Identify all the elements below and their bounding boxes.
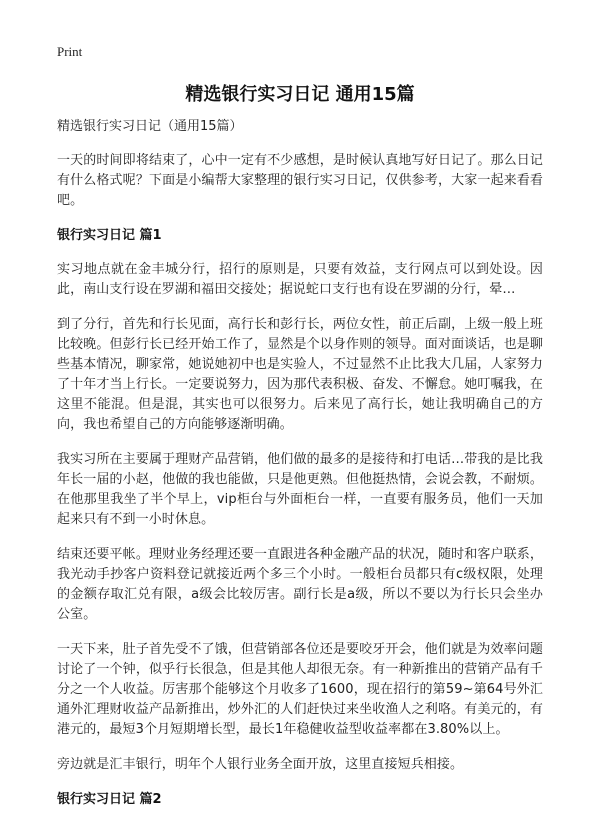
- page-title: 精选银行实习日记 通用15篇: [185, 84, 415, 105]
- document-body: [57, 117, 543, 824]
- section-1-paragraph: 一天下来，肚子首先受不了饿，但营销部各位还是要咬牙开会，他们就是为效率问题讨论了一个钟，似乎行长很急，但是其他人却很无奈。有一种新推出的营销产品有千分之一个人收益。厉害那个能够这个月收多了1600，现在招行的第59~第64号外汇通外汇理财收益产品新推出，炒外汇的人们赶快过来坐收渔人之利咯。有美元的，有港元的，最短3个月短期增长型，最长1年稳健收益型收益率都在3.80%以上。: [57, 642, 543, 737]
- section-1-paragraph: 结束还要平帐。理财业务经理还要一直跟进各种金融产品的状况，随时和客户联系，我光动手抄客户资料登记就接近两个多三个小时。一般柜台员都只有c级权限，处理的金额存取汇兑有限，a级会比较厉害。副行长是a级，所以不要以为行长只会坐办公室。: [57, 547, 543, 622]
- document-subtitle: 精选银行实习日记（通用15篇）: [57, 119, 243, 134]
- section-heading-2: 银行实习日记 篇2: [57, 792, 162, 807]
- intro-paragraph: 一天的时间即将结束了，心中一定有不少感想，是时候认真地写好日记了。那么日记有什么格式呢？下面是小编帮大家整理的银行实习日记，仅供参考，大家一起来看看吧。: [57, 153, 543, 208]
- section-1-paragraph: 旁边就是汇丰银行，明年个人银行业务全面开放，这里直接短兵相接。: [57, 757, 464, 772]
- section-1-paragraph: 到了分行，首先和行长见面，高行长和彭行长，两位女性，前正后副，上级一般上班比较晚。但彭行长已经开始工作了，显然是个以身作则的领导。面对面谈话，也是聊些基本情况，聊家常，她说她初中也是实验人，不过显然不止比我大几届，人家努力了十年才当上行长。一定要说努力，因为那代表积极、奋发、不懈怠。她叮嘱我，在这里不能混。但是混，其实也可以很努力。后来见了高行长，她让我明确自己的方向，我也希望自己的方向能够逐渐明确。: [57, 317, 543, 432]
- section-1-paragraph: 实习地点就在金丰城分行，招行的原则是，只要有效益，支行网点可以到处设。因此，南山支行设在罗湖和福田交接处；据说蛇口支行也有设在罗湖的分行，晕…: [57, 262, 543, 297]
- print-link[interactable]: Print: [57, 44, 83, 59]
- section-heading-1: 银行实习日记 篇1: [57, 228, 162, 243]
- section-1-paragraph: 我实习所在主要属于理财产品营销，他们做的最多的是接待和打电话…带我的是比我年长一届的小赵，他做的我也能做，只是他更熟。但他挺热情，会说会教，不耐烦。在他那里我坐了半个早上，vip柜台与外面柜台一样，一直要有服务员，他们一天加起来只有不到一小时休息。: [57, 452, 543, 527]
